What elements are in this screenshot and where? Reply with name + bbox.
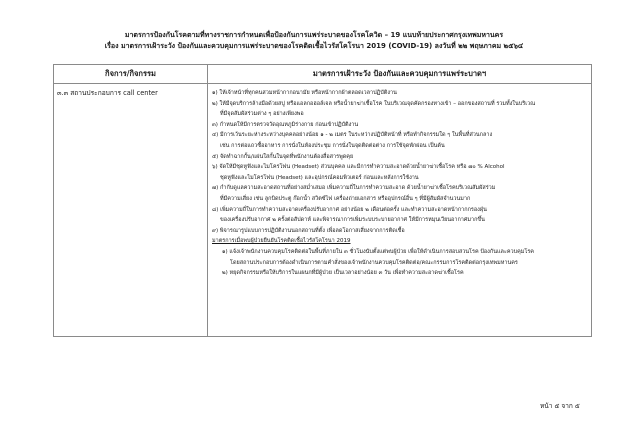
page-number: หน้า ๕ จาก ๕ — [540, 402, 580, 410]
measure-item-continued: ของเครื่องปรับอากาศ ๒ ครั้งต่อสัปดาห์ และพิจารณาการเพิ่มระบบระบายอากาศ ให้มีการหมุนเวียนอากาศมากขึ้น — [220, 217, 485, 224]
sub-measure-item: ๑) แจ้งเจ้าพนักงานควบคุมโรคติดต่อในพื้นที่ภายใน ๓ ชั่วโมงนับตั้งแต่พบผู้ป่วย เพื่อให้ดำเนินการสอบสวนโรค ป้องกันและควบคุมโรค — [222, 248, 534, 255]
document-title-line-2: เรื่อง มาตรการเฝ้าระวัง ป้องกันและควบคุมการแพร่ระบาดของโรคติดเชื้อไวรัสโคโรนา 2019 (COVID-19) ลงวันที่ ๒๒ พฤษภาคม ๒๕๖๔ — [104, 42, 524, 50]
measures-table — [53, 64, 592, 337]
activity-cell: ๓.๓ สถานประกอบการ call center — [54, 84, 208, 337]
table-row — [54, 84, 592, 337]
measure-item-continued: ที่มีจุดสัมผัสร่วมต่าง ๆ อย่างเพียงพอ — [220, 111, 304, 118]
measure-item: ๓) กำหนดให้มีการตรวจวัดอุณหภูมิร่างกาย ก่อนเข้าปฏิบัติงาน — [212, 121, 359, 128]
measure-item: ๘) เพิ่มความถี่ในการทำความสะอาดเครื่องปรับอากาศ อย่างน้อย ๒ เดือนต่อครั้ง และทำความสะอาดหน้ากากกรองฝุ่น — [212, 206, 487, 213]
measure-item: ๖) จัดให้มีชุดหูฟังและไมโครโฟน (Headset) ส่วนบุคคล และมีการทำความสะอาดด้วยน้ำยาฆ่าเชื้อโรค หรือ ๗๐ % Alcohol — [212, 164, 505, 171]
measure-item: ๑) ให้เจ้าหน้าที่ทุกคนสวมหน้ากากอนามัย หรือหน้ากากผ้าตลอดเวลาปฏิบัติงาน — [212, 90, 397, 96]
measure-item: ๕) จัดทำฉากกั้น/แผ่นใสกั้นในจุดที่พนักงานต้องสื่อสารพูดคุย — [212, 153, 354, 160]
measure-item: ๒) ให้มีจุดบริการล้างมือด้วยสบู่ หรือแอลกอฮอล์เจล หรือน้ำยาฆ่าเชื้อโรค ในบริเวณจุดคัดกรองทางเข้า – ออกของสถานที่ รวมทั้งในบริเวณ — [212, 100, 536, 107]
measure-item-continued: ชุดหูฟังและไมโครโฟน (Headset) และอุปกรณ์คอมพิวเตอร์ ก่อนและหลังการใช้งาน — [220, 174, 419, 181]
activity-column-header: กิจการ/กิจกรรม — [54, 65, 208, 84]
measure-item: ๙) พิจารณารูปแบบการปฏิบัติงานนอกสถานที่ตั้ง เพื่อลดโอกาสเสี่ยงจากการติดเชื้อ — [212, 227, 405, 234]
sub-measure-item: ๒) หยุดกิจกรรมหรือให้บริการในแผนกที่มีผู้ป่วย เป็นเวลาอย่างน้อย ๓ วัน เพื่อทำความสะอาดฆ่าเชื้อโรค — [222, 270, 464, 277]
table-header-row — [54, 65, 592, 84]
sub-measure-item-continued: โดยสถานประกอบการต้องดำเนินการตามคำสั่งของเจ้าพนักงานควบคุมโรคติดต่อ/คณะกรรมการโรคติดต่อกรุงเทพมหานคร — [230, 259, 518, 266]
measures-column-header: มาตรการเฝ้าระวัง ป้องกันและควบคุมการแพร่ระบาดฯ — [208, 65, 592, 84]
document-title-line-1: มาตรการป้องกันโรคตามที่ทางราชการกำหนดเพื่อป้องกันการแพร่ระบาดของโรคโควิด – 19 แนบท้ายประกาศกรุงเทพมหานคร — [124, 31, 504, 39]
measure-item: ๔) มีการเว้นระยะห่างระหว่างบุคคลอย่างน้อย ๑ - ๒ เมตร ในระหว่างปฏิบัติหน้าที่ หรือทำกิจกรรมใด ๆ ในพื้นที่ส่วนกลาง — [212, 132, 493, 139]
measure-item-continued: เช่น การต่อแถวซื้ออาหาร การนั่งในห้องประชุม การนั่งในจุดติดต่อต่าง การใช้จุดพักผ่อน เป็นต้น — [220, 142, 445, 149]
measure-item: ๗) กำกับดูแลความสะอาดสถานที่อย่างสม่ำเสมอ เพิ่มความถี่ในการทำความสะอาด ด้วยน้ำยาฆ่าเชื้อโรคบริเวณสัมผัสร่วม — [212, 185, 496, 192]
measure-item-continued: ที่มีความเสี่ยง เช่น ลูกบิดประตู ก๊อกน้ำ สวิตซ์ไฟ เครื่องถ่ายเอกสาร หรืออุปกรณ์อื่น ๆ ที่มีผู้สัมผัสจำนวนมาก — [220, 195, 471, 202]
measures-cell — [208, 84, 592, 337]
confirmed-case-subheading: มาตรการเมื่อพบผู้ป่วยยืนยันโรคติดเชื้อไวรัสโคโรนา 2019 — [212, 238, 351, 245]
